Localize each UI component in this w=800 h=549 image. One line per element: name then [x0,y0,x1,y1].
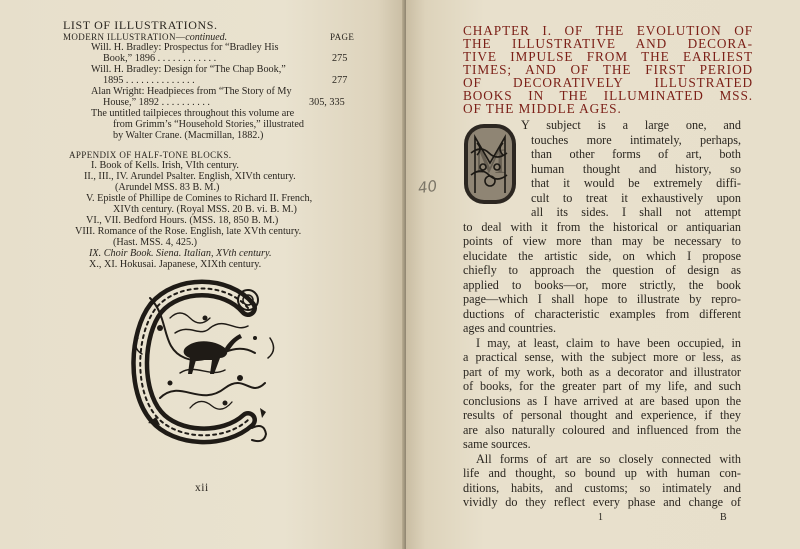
body-line: ditions, habits, and customs; so intimately and [463,481,741,495]
body-line: than other forms of art, both [531,147,741,161]
body-line: cult to treat it exhaustively upon [531,191,741,205]
appendix-item: II., III., IV. Arundel Psalter. English, XIVth century. [84,171,296,182]
body-line: to deal with it from the historical or antiquarian [463,220,741,234]
body-line: life and thought, so bound up with human con- [463,466,741,480]
body-line: vividly do they reflect every phase and change of [463,495,741,509]
body-line: conclusions as I have arrived at are based upon the [463,394,741,408]
appendix-item: V. Epistle of Phillipe de Comines to Richard II. French, [86,193,313,204]
entry-line: 1895 . . . . . . . . . . . . . . [103,75,195,86]
body-line: results of personal thought and experience, if they [463,408,741,422]
section-modern-label: MODERN ILLUSTRATION— [63,32,186,42]
body-line: elucidate the artistic side, on which I propose [463,249,741,263]
appendix-item: (Arundel MSS. 83 B. M.) [115,182,220,193]
body-line: touches more intimately, perhaps, [531,133,741,147]
body-line: ductions of characteristic examples from different [463,307,741,321]
chapter-heading-line: CHAPTER I. OF THE EVOLUTION OF [463,23,753,38]
chapter-heading-line: BOOKS IN THE ILLUMINATED MSS. [463,88,753,103]
entry-line: from Grimm’s “Household Stories,” illustrated [113,119,304,130]
chapter-heading-line: OF THE MIDDLE AGES. [463,101,622,116]
appendix-title: APPENDIX OF HALF-TONE BLOCKS. [69,150,232,160]
body-line: are also naturally coloured and influenced from the [463,423,741,437]
chapter-heading-line: THE ILLUSTRATIVE AND DECORA- [463,36,753,51]
appendix-item: (Hast. MSS. 4, 425.) [113,237,198,248]
entry-page: 275 [332,53,348,64]
body-line: of books, for the greater part of my life, and such [463,379,741,393]
entry-page: 305, 335 [309,97,345,108]
signature-number: 1 [598,512,603,523]
entry-line: by Walter Crane. (Macmillan, 1882.) [113,130,264,141]
appendix-item: IX. Choir Book. Siena. Italian, XVth century. [89,248,272,259]
body-line: points of view more than may be necessary to [463,234,741,248]
drop-cap-initial [463,123,517,205]
woodcut-initial-illustration [130,278,278,446]
body-line: part of my work, both as a decorator and illustrator [463,365,741,379]
entry-line: House,” 1892 . . . . . . . . . . [103,97,210,108]
entry-line: Alan Wright: Headpieces from “The Story of My [91,86,292,97]
appendix-item: VI., VII. Bedford Hours. (MSS. 18, 850 B. M.) [86,215,279,226]
appendix-item: I. Book of Kells. Irish, VIth century. [91,160,239,171]
body-line: All forms of art are so closely connected with [476,452,741,466]
entry-page: 277 [332,75,348,86]
body-line: all its sides. I shall not attempt [531,205,741,219]
page-column-label: PAGE [330,32,355,42]
drop-cap-letter: M [473,141,507,181]
pencil-margin-note: 40 [416,176,439,198]
chapter-heading-line: TIMES; AND OF THE FIRST PERIOD [463,62,753,77]
chapter-heading-line: OF DECORATIVELY ILLUSTRATED [463,75,753,90]
body-line: Y subject is a large one, and [521,118,741,132]
body-line: I may, at least, claim to have been occupied, in [476,336,741,350]
section-modern-continued: continued. [185,32,228,43]
body-line: a practical sense, with the subject more or less, as [463,350,741,364]
body-line: same sources. [463,437,531,451]
entry-line: Will. H. Bradley: Design for “The Chap Book,” [91,64,286,75]
body-line: human thought and history, so [531,162,741,176]
entry-line: The untitled tailpieces throughout this volume are [91,108,295,119]
body-line: that it would be extremely diffi- [531,176,741,190]
chapter-heading-line: TIVE IMPULSE FROM THE EARLIEST [463,49,753,64]
body-line: ages and countries. [463,321,557,335]
right-page [406,0,800,549]
signature-letter: B [720,512,727,523]
body-line: chiefly to approach the question of design as [463,263,741,277]
appendix-item: XIVth century. (Royal MSS. 20 B. vi. B. M.) [113,204,297,215]
entry-line: Book,” 1896 . . . . . . . . . . . . [103,53,217,64]
appendix-item: VIII. Romance of the Rose. English, late XVth century. [75,226,302,237]
page-folio: xii [195,482,209,494]
list-header: LIST OF ILLUSTRATIONS. [63,18,218,32]
entry-line: Will. H. Bradley: Prospectus for “Bradley His [91,42,279,53]
body-line: page—which I shall hope to illustrate by repro- [463,292,741,306]
body-line: applied to books—or, more strictly, the book [463,278,741,292]
appendix-item: X., XI. Hokusai. Japanese, XIXth century. [89,259,262,270]
